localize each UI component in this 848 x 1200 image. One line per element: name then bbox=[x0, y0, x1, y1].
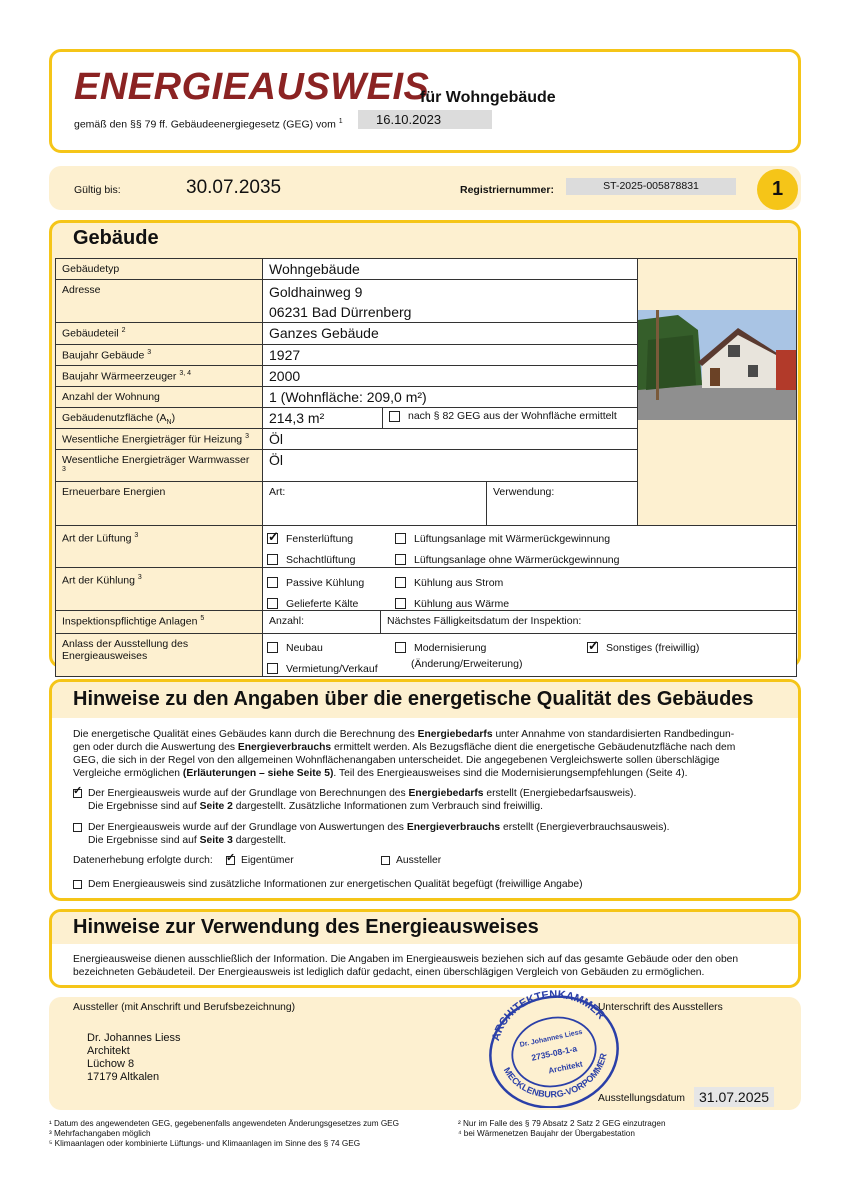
area-label: Gebäudenutzfläche $(A_N)$ bbox=[56, 408, 263, 429]
building-table bbox=[55, 258, 797, 677]
demand-checkbox[interactable] bbox=[73, 789, 82, 798]
law-date: 16.10.2023 bbox=[358, 110, 492, 129]
cooling-options bbox=[263, 567, 797, 610]
page-number: 1 bbox=[771, 178, 784, 200]
units-value: 1 (Wohnfläche: 209,0 m²) bbox=[263, 387, 638, 408]
data-collection: Datenerhebung erfolgte durch: bbox=[73, 855, 213, 866]
usage-notes-title: Hinweise zur Verwendung des Energieausweises bbox=[73, 916, 539, 938]
address-line2: 06231 Bad Dürrenberg bbox=[269, 304, 412, 320]
consumption-option[interactable]: Der Energieausweis wurde auf der Grundlage von Auswertungen des Energieverbrauchs erstellt (Energieverbrauchsausweis). Die Ergebnisse sind auf Seite 3 dargestellt. bbox=[73, 821, 793, 847]
data-by-owner[interactable]: ✓ Eigentümer bbox=[226, 854, 294, 867]
reason-other[interactable]: ✓Sonstiges (freiwillig) bbox=[587, 642, 699, 654]
carrier-water-value: Öl bbox=[263, 450, 638, 482]
area-value: 214,3 m² bbox=[263, 408, 383, 429]
building-part-label: Gebäudeteil $^2$ bbox=[56, 323, 263, 345]
area-option-checkbox[interactable] bbox=[389, 411, 400, 422]
issuer-name: Dr. Johannes Liess bbox=[87, 1032, 181, 1044]
building-photo-cell bbox=[638, 259, 797, 526]
building-photo bbox=[638, 310, 796, 420]
reason-modernisation[interactable]: Modernisierung bbox=[395, 642, 486, 654]
address-line1: Goldhainweg 9 bbox=[269, 284, 363, 300]
page-number-badge bbox=[757, 169, 798, 210]
building-type-label: Gebäudetyp bbox=[56, 259, 263, 280]
issuer-street: Lüchow 8 bbox=[87, 1058, 135, 1070]
usage-notes-text: Energieausweise dienen ausschließlich der Information. Die Angaben im Energieausweis beziehen sich auf das gesamte Gebäude oder den oben bezeichneten Gebäudeteil. Der Energieausweis ist lediglich dafür gedacht, einen überschlägigen Vergleich von Gebäuden zu ermöglichen. bbox=[73, 954, 739, 978]
inspection-count: Anzahl: bbox=[263, 611, 381, 633]
inspection-value bbox=[263, 610, 797, 633]
header-panel bbox=[49, 49, 801, 153]
document-subtitle: für Wohngebäude bbox=[420, 89, 556, 106]
svg-text:ARCHITEKTENKAMMER: ARCHITEKTENKAMMER bbox=[490, 988, 608, 1043]
cool-electric[interactable]: Kühlung aus Strom bbox=[395, 577, 503, 594]
reason-options bbox=[263, 633, 797, 676]
units-label: Anzahl der Wohnung bbox=[56, 387, 263, 408]
svg-text:MECKLENBURG-VORPOMMERN: MECKLENBURG-VORPOMMERN bbox=[501, 1052, 609, 1100]
issuer-label: Aussteller (mit Anschrift und Berufsbezeichnung) bbox=[73, 1002, 296, 1013]
issuer-role: Architekt bbox=[87, 1045, 130, 1057]
building-part-value: Ganzes Gebäude bbox=[263, 323, 638, 345]
reason-label: Anlass der Ausstellung des Energieausweises bbox=[56, 633, 263, 676]
renewables-kind: Art: bbox=[263, 482, 487, 525]
renewables-use: Verwendung: bbox=[493, 485, 555, 498]
document-title: ENERGIEAUSWEIS bbox=[74, 66, 430, 108]
valid-until-date: 30.07.2035 bbox=[186, 177, 282, 198]
cool-passive[interactable]: Passive Kühlung bbox=[267, 577, 364, 594]
registration-number: ST-2025-005878831 bbox=[566, 178, 736, 195]
building-year-value: 1927 bbox=[263, 345, 638, 366]
footnote-2: ² Nur im Falle des § 79 Absatz 2 Satz 2 GEG einzutragen bbox=[458, 1119, 666, 1128]
renewables-label: Erneuerbare Energien bbox=[56, 481, 263, 525]
inspection-label: Inspektionspflichtige Anlagen $^5$ bbox=[56, 610, 263, 633]
area-option: nach § 82 GEG aus der Wohnfläche ermittelt bbox=[383, 408, 638, 429]
cooling-label: Art der Kühlung $^3$ bbox=[56, 567, 263, 610]
issue-date-label: Ausstellungsdatum bbox=[598, 1093, 686, 1104]
footnotes-right bbox=[458, 1119, 666, 1139]
heater-year-label: Baujahr Wärmeerzeuger $^{3, 4}$ bbox=[56, 366, 263, 387]
building-year-label: Baujahr Gebäude $^3$ bbox=[56, 345, 263, 366]
reason-new-build[interactable]: Neubau bbox=[267, 642, 323, 659]
footnote-3: ³ Mehrfachangaben möglich bbox=[49, 1129, 151, 1138]
reason-rent-sale[interactable]: Vermietung/Verkauf bbox=[267, 663, 378, 675]
cool-delivered[interactable]: Gelieferte Kälte bbox=[267, 598, 358, 610]
building-section-title: Gebäude bbox=[73, 227, 159, 249]
issuer-city: 17179 Altkalen bbox=[87, 1071, 160, 1083]
svg-text:Dr. Johannes Liess: Dr. Johannes Liess bbox=[519, 1028, 584, 1049]
svg-text:Architekt: Architekt bbox=[547, 1059, 584, 1076]
quality-notes-title: Hinweise zu den Angaben über die energetische Qualität des Gebäudes bbox=[73, 688, 754, 710]
carrier-heat-value: Öl bbox=[263, 429, 638, 450]
data-by-issuer[interactable]: Aussteller bbox=[381, 854, 441, 867]
svg-text:2735-08-1-a: 2735-08-1-a bbox=[530, 1043, 578, 1063]
vent-window[interactable]: ✓ Fensterlüftung bbox=[267, 533, 353, 550]
cool-heat[interactable]: Kühlung aus Wärme bbox=[395, 598, 509, 610]
heater-year-value: 2000 bbox=[263, 366, 638, 387]
footnote-1: ¹ Datum des angewendeten GEG, gegebenenfalls angewendeten Änderungsgesetzes zum GEG bbox=[49, 1119, 400, 1128]
renewables-value bbox=[263, 481, 638, 525]
registration-label: Registriernummer: bbox=[460, 184, 554, 196]
footnotes-left bbox=[49, 1119, 399, 1149]
address-value bbox=[263, 280, 638, 323]
issuer-address bbox=[87, 1032, 181, 1084]
address-label: Adresse bbox=[56, 280, 263, 323]
law-reference: gemäß den §§ 79 ff. Gebäudeenergiegesetz (GEG) vom $^1$ bbox=[74, 118, 343, 131]
consumption-checkbox[interactable] bbox=[73, 823, 82, 832]
valid-until-label: Gültig bis: bbox=[74, 184, 121, 196]
signature-label: Unterschrift des Ausstellers bbox=[598, 1002, 723, 1013]
ventilation-options bbox=[263, 525, 797, 567]
vent-without-recovery[interactable]: Lüftungsanlage ohne Wärmerückgewinnung bbox=[395, 554, 619, 566]
quality-notes-text: Die energetische Qualität eines Gebäudes kann durch die Berechnung des Energiebedarfs unter Annahme von standardisierten Randbedingun- gen oder durch die Auswertung des Energieverbrauchs ermittelt werden. Als Bezugsfläche dient die energetische Gebäudenutzfläche nach dem GEG, die sich in der Regel von den allgemeinen Wohnflächenangaben unterscheidet. Die angegebenen Vergleichswerte sollen überschlägige Vergleiche ermöglichen (Erläuterungen – siehe Seite 5). Teil des Energieausweises sind die Modernisierungsempfehlungen (Seite 4). bbox=[73, 729, 736, 779]
extra-info-option[interactable]: Dem Energieausweis sind zusätzliche Informationen zur energetischen Qualität begefügt (freiwillige Angabe) bbox=[73, 878, 583, 891]
demand-option[interactable]: ✓Der Energieausweis wurde auf der Grundlage von Berechnungen des Energiebedarfs erstellt (Energiebedarfsausweis). Die Ergebnisse sind auf Seite 2 dargestellt. Zusätzliche Informationen zum Verbrauch sind freiwillig. bbox=[73, 787, 793, 813]
footnote-4: ⁴ bei Wärmenetzen Baujahr der Übergabestation bbox=[458, 1129, 635, 1138]
building-type-value: Wohngebäude bbox=[263, 259, 638, 280]
vent-shaft[interactable]: Schachtlüftung bbox=[267, 554, 355, 566]
architect-stamp bbox=[484, 988, 624, 1108]
ventilation-label: Art der Lüftung $^3$ bbox=[56, 525, 263, 567]
inspection-next: Nächstes Fälligkeitsdatum der Inspektion: bbox=[387, 614, 582, 627]
carrier-heat-label: Wesentliche Energieträger für Heizung $^3$ bbox=[56, 429, 263, 450]
carrier-water-label: Wesentliche Energieträger Warmwasser $^3$ bbox=[56, 450, 263, 482]
vent-with-recovery[interactable]: Lüftungsanlage mit Wärmerückgewinnung bbox=[395, 533, 610, 550]
reason-modernisation-sub: (Änderung/Erweiterung) bbox=[411, 657, 523, 670]
issue-date: 31.07.2025 bbox=[694, 1087, 774, 1107]
footnote-5: ⁵ Klimaanlagen oder kombinierte Lüftungs- und Klimaanlagen im Sinne des § 74 GEG bbox=[49, 1139, 361, 1148]
